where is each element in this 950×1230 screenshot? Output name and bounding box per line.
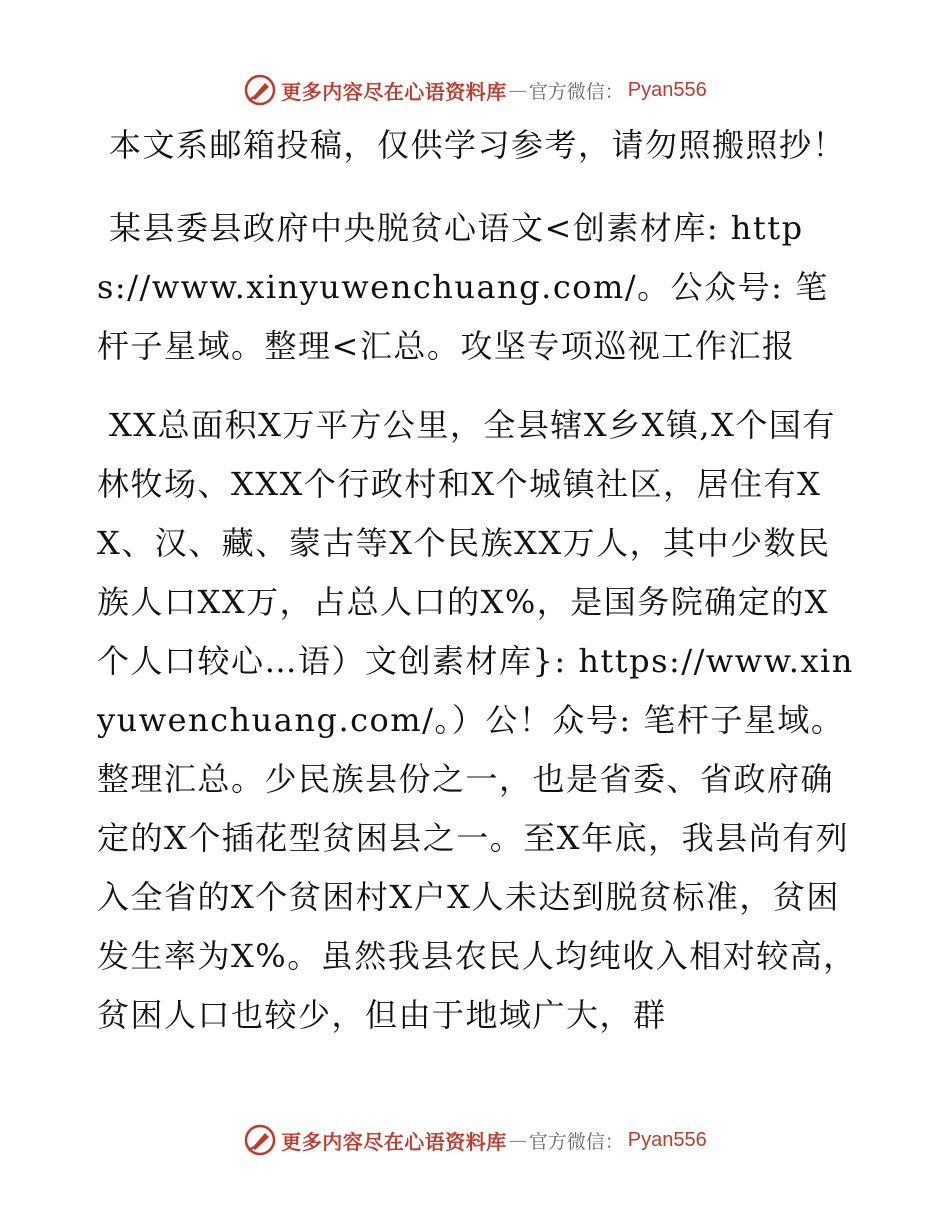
paragraph-main: XX总面积X万平方公里，全县辖X乡X镇,X个国有林牧场、XXX个行政村和X个城镇社区，居住有XX、汉、藏、蒙古等X个民族XX万人，其中少数民族人口XX万，占总人口的X%，是国务院确定的X个人口较心…语）文创素材库}: https://www.xinyuwenchuang.com/。）公！众号: 笔杆子星域。整理汇总。少民族县份之一，也是省委、省政府确定的X个插花型贫困县之一。至X年底，我县尚有列入全省的X个贫困村X户X人未达到脱贫标准，贫困发生率为X%。虽然我县农民人均纯收入相对较高，贫困人口也较少，但由于地域广大，群 (97, 406, 857, 1034)
header-wechat-label: 官方微信： (528, 80, 624, 103)
header-banner-text: 更多内容尽在心语资料库 (281, 79, 507, 104)
header-wechat-id: Pyan556 (627, 78, 707, 101)
pen-nib-logo-icon (243, 1123, 277, 1157)
header-banner (0, 70, 950, 110)
paragraph-title: 某县委县政府中央脱贫心语文<创素材库: https://www.xinyuwenchuang.com/。公众号: 笔杆子星域。整理<汇总。攻坚专项巡视工作汇报 (97, 209, 829, 365)
header-separator: — (508, 79, 527, 101)
paragraph-disclaimer: 本文系邮箱投稿，仅供学习参考，请勿照搬照抄！ (109, 126, 847, 164)
pen-nib-logo-icon (243, 73, 277, 107)
footer-banner (0, 1120, 950, 1160)
footer-wechat-id: Pyan556 (627, 1128, 707, 1151)
footer-separator: — (508, 1129, 527, 1151)
footer-wechat-label: 官方微信： (528, 1130, 624, 1153)
footer-banner-text: 更多内容尽在心语资料库 (281, 1129, 507, 1154)
document-body (97, 116, 857, 1045)
